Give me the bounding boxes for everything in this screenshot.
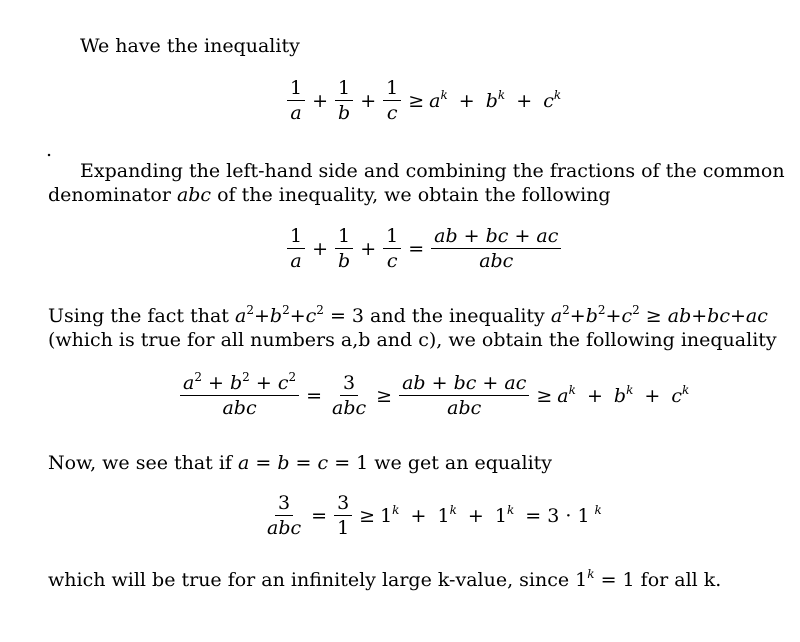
three-over-abc: $\frac{3}{\text{abc}}$ bbox=[332, 372, 367, 419]
paragraph-5: which will be true for an infinitely large k-value, since $1^k = 1$ for all k. bbox=[48, 567, 722, 591]
intro-text: We have the inequality bbox=[80, 35, 300, 57]
fraction-1-over-a: $\frac{1}{a}$ bbox=[287, 78, 305, 123]
fraction-1-over-c: $\frac{1}{c}$ bbox=[383, 78, 401, 123]
paragraph-2-line-2: denominator abc of the inequality, we obtain the following bbox=[48, 184, 611, 206]
power-sum: $a^k + b^k + c^k$ bbox=[429, 87, 562, 112]
paragraph-3-line-1: Using the fact that $a^2+b^2+c^2 = 3$ and the inequality $a^2+b^2+c^2 \ge ab+bc+ac$ bbox=[48, 303, 768, 327]
fraction-1-over-b: $\frac{1}{b}$ bbox=[335, 78, 353, 123]
combined-fraction: $\frac{ab + bc + ac}{\text{abc}}$ bbox=[431, 226, 561, 271]
equation-1: $\frac{1}{a}$ + $\frac{1}{b}$ + $\frac{1}{c}$ ≥ $a^k + b^k + c^k$ bbox=[285, 78, 561, 123]
equation-3: $\frac{a^2 + b^2 + c^2}{\text{abc}}$ = $\frac{3}{\text{abc}}$ ≥ $\frac{ab + bc + ac}{\text{abc}}$ ≥ $a^k + b^k + c^k$ bbox=[178, 373, 689, 418]
equation-2: $\frac{1}{a}$ + $\frac{1}{b}$ + $\frac{1}{c}$ = $\frac{ab + bc + ac}{\text{abc}}$ bbox=[285, 226, 563, 271]
paragraph-2-line-1: Expanding the left-hand side and combining the fractions of the common bbox=[80, 160, 785, 182]
stray-period: . bbox=[46, 139, 53, 161]
paragraph-3-line-2: (which is true for all numbers a,b and c), we obtain the following inequality bbox=[48, 329, 777, 351]
equation-4: $\frac{3}{\text{abc}}$ = $\frac{3}{1}$ ≥ 1$^k$ + 1$^k$ + 1$^k$ = 3 · 1 $^k$ bbox=[267, 492, 602, 539]
sum-of-squares-fraction: $\frac{a^2 + b^2 + c^2}{\text{abc}}$ bbox=[180, 373, 299, 418]
ab-bc-ac-fraction: $\frac{ab + bc + ac}{\text{abc}}$ bbox=[399, 373, 529, 418]
paragraph-4: Now, we see that if a = b = c = 1 we get an equality bbox=[48, 452, 553, 474]
